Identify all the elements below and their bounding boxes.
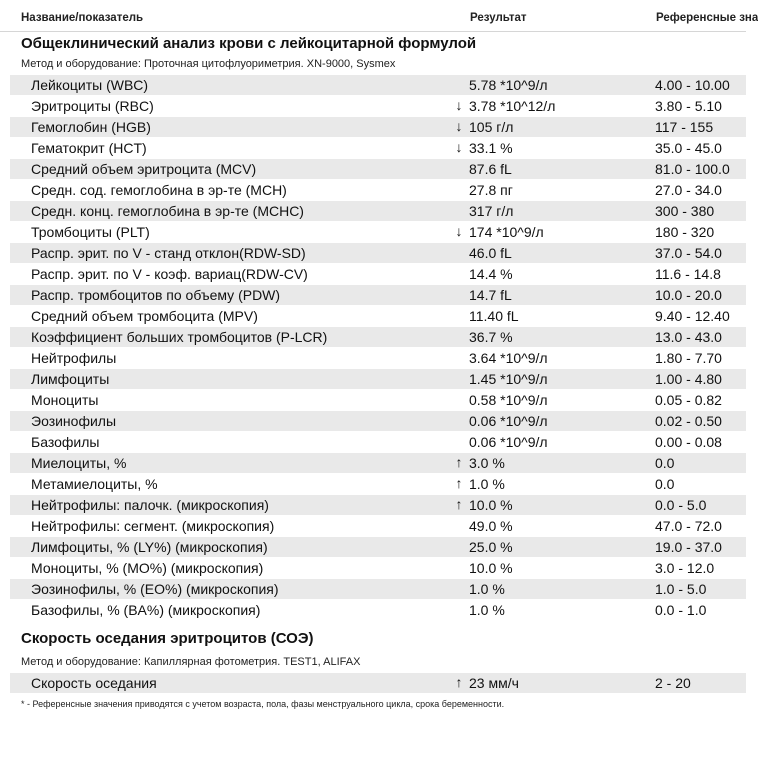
table-row (10, 138, 746, 159)
result-value: 0.58 *10^9/л (469, 392, 548, 408)
table-row (10, 201, 746, 222)
table-row (10, 474, 746, 495)
result-value: 14.4 % (469, 266, 513, 282)
parameter-name: Лейкоциты (WBC) (31, 77, 149, 93)
table-row (10, 180, 746, 201)
table-row (10, 117, 746, 138)
parameter-name: Лимфоциты (31, 371, 110, 387)
reference-range: 1.00 - 4.80 (655, 371, 722, 387)
parameter-name: Эозинофилы (31, 413, 117, 429)
result-value: 3.78 *10^12/л (469, 98, 556, 114)
results-table-cbc (10, 75, 746, 621)
flag-arrow-icon: ↓ (455, 97, 463, 113)
section-method-esr: Метод и оборудование: Капиллярная фотометрия. TEST1, ALIFAX (21, 656, 361, 668)
parameter-name: Распр. эрит. по V - станд отклон(RDW-SD) (31, 245, 306, 261)
table-row (10, 453, 746, 474)
result-value: 25.0 % (469, 539, 513, 555)
parameter-name: Базофилы, % (BA%) (микроскопия) (31, 602, 261, 618)
parameter-name: Нейтрофилы (31, 350, 117, 366)
result-value: 1.0 % (469, 581, 505, 597)
result-value: 49.0 % (469, 518, 513, 534)
flag-arrow-icon: ↑ (455, 674, 463, 690)
result-value: 174 *10^9/л (469, 224, 544, 240)
reference-range: 19.0 - 37.0 (655, 539, 722, 555)
flag-arrow-icon: ↑ (455, 454, 463, 470)
result-value: 0.06 *10^9/л (469, 434, 548, 450)
reference-range: 300 - 380 (655, 203, 715, 219)
reference-range: 11.6 - 14.8 (655, 266, 721, 282)
flag-arrow-icon: ↑ (455, 496, 463, 512)
parameter-name: Средний объем тромбоцита (MPV) (31, 308, 258, 324)
reference-range: 0.0 (655, 455, 675, 471)
result-value: 33.1 % (469, 140, 513, 156)
reference-range: 3.0 - 12.0 (655, 560, 715, 576)
reference-range: 0.0 - 5.0 (655, 497, 707, 513)
table-row (10, 264, 746, 285)
parameter-name: Коэффициент больших тромбоцитов (P-LCR) (31, 329, 328, 345)
reference-range: 9.40 - 12.40 (655, 308, 730, 324)
table-row (10, 222, 746, 243)
result-value: 27.8 пг (469, 182, 513, 198)
result-value: 46.0 fL (469, 245, 512, 261)
table-row (10, 348, 746, 369)
table-row (10, 75, 746, 96)
reference-range: 35.0 - 45.0 (655, 140, 722, 156)
result-value: 0.06 *10^9/л (469, 413, 548, 429)
parameter-name: Метамиелоциты, % (31, 476, 158, 492)
table-row (10, 495, 746, 516)
table-row (10, 537, 746, 558)
result-value: 14.7 fL (469, 287, 512, 303)
table-row (10, 306, 746, 327)
column-header-name: Название/показатель (21, 12, 144, 24)
parameter-name: Базофилы (31, 434, 100, 450)
flag-arrow-icon: ↓ (455, 223, 463, 239)
reference-range: 47.0 - 72.0 (655, 518, 722, 534)
parameter-name: Гемоглобин (HGB) (31, 119, 151, 135)
parameter-name: Эритроциты (RBC) (31, 98, 154, 114)
section-title-esr: Скорость оседания эритроцитов (СОЭ) (21, 630, 314, 647)
reference-range: 0.0 (655, 476, 675, 492)
result-value: 23 мм/ч (469, 675, 519, 691)
parameter-name: Лимфоциты, % (LY%) (микроскопия) (31, 539, 268, 555)
result-value: 11.40 fL (469, 308, 519, 324)
reference-range: 2 - 20 (655, 675, 691, 691)
parameter-name: Нейтрофилы: палочк. (микроскопия) (31, 497, 269, 513)
table-header (0, 0, 758, 32)
parameter-name: Гематокрит (HCT) (31, 140, 147, 156)
parameter-name: Моноциты (31, 392, 99, 408)
table-row (10, 159, 746, 180)
footnote: * - Референсные значения приводятся с учетом возраста, пола, фазы менструального цикла, срока беременности. (21, 699, 505, 709)
column-header-reference: Референсные зна (656, 12, 758, 24)
table-row (10, 432, 746, 453)
reference-range: 10.0 - 20.0 (655, 287, 722, 303)
reference-range: 3.80 - 5.10 (655, 98, 722, 114)
result-value: 5.78 *10^9/л (469, 77, 548, 93)
table-row (10, 579, 746, 600)
result-value: 10.0 % (469, 560, 513, 576)
reference-range: 117 - 155 (655, 119, 714, 135)
section-method-cbc: Метод и оборудование: Проточная цитофлуориметрия. XN-9000, Sysmex (21, 58, 396, 70)
result-value: 10.0 % (469, 497, 513, 513)
flag-arrow-icon: ↓ (455, 118, 463, 134)
table-row (10, 411, 746, 432)
parameter-name: Средн. сод. гемоглобина в эр-те (MCH) (31, 182, 287, 198)
table-row (10, 390, 746, 411)
column-header-result: Результат (470, 12, 527, 24)
reference-range: 0.00 - 0.08 (655, 434, 722, 450)
reference-range: 37.0 - 54.0 (655, 245, 722, 261)
result-value: 1.0 % (469, 602, 505, 618)
reference-range: 0.02 - 0.50 (655, 413, 722, 429)
result-value: 317 г/л (469, 203, 514, 219)
section-title-cbc: Общеклинический анализ крови с лейкоцитарной формулой (21, 35, 477, 52)
results-table-esr (10, 673, 746, 694)
table-row (10, 516, 746, 537)
parameter-name: Скорость оседания (31, 675, 157, 691)
parameter-name: Средний объем эритроцита (MCV) (31, 161, 257, 177)
parameter-name: Тромбоциты (PLT) (31, 224, 150, 240)
table-row (10, 285, 746, 306)
table-row (10, 327, 746, 348)
table-row (10, 673, 746, 694)
parameter-name: Средн. конц. гемоглобина в эр-те (MCHC) (31, 203, 304, 219)
result-value: 36.7 % (469, 329, 513, 345)
result-value: 3.0 % (469, 455, 505, 471)
parameter-name: Распр. эрит. по V - коэф. вариац(RDW-CV) (31, 266, 308, 282)
table-row (10, 96, 746, 117)
parameter-name: Нейтрофилы: сегмент. (микроскопия) (31, 518, 275, 534)
result-value: 105 г/л (469, 119, 514, 135)
table-row (10, 369, 746, 390)
reference-range: 1.0 - 5.0 (655, 581, 707, 597)
flag-arrow-icon: ↑ (455, 475, 463, 491)
parameter-name: Миелоциты, % (31, 455, 127, 471)
parameter-name: Эозинофилы, % (EO%) (микроскопия) (31, 581, 279, 597)
result-value: 3.64 *10^9/л (469, 350, 548, 366)
reference-range: 0.0 - 1.0 (655, 602, 707, 618)
reference-range: 27.0 - 34.0 (655, 182, 722, 198)
reference-range: 1.80 - 7.70 (655, 350, 722, 366)
table-row (10, 600, 746, 621)
table-row (10, 243, 746, 264)
table-row (10, 558, 746, 579)
reference-range: 0.05 - 0.82 (655, 392, 722, 408)
result-value: 1.0 % (469, 476, 505, 492)
parameter-name: Моноциты, % (MO%) (микроскопия) (31, 560, 264, 576)
result-value: 1.45 *10^9/л (469, 371, 548, 387)
flag-arrow-icon: ↓ (455, 139, 463, 155)
reference-range: 180 - 320 (655, 224, 715, 240)
reference-range: 81.0 - 100.0 (655, 161, 730, 177)
result-value: 87.6 fL (469, 161, 512, 177)
reference-range: 4.00 - 10.00 (655, 77, 730, 93)
reference-range: 13.0 - 43.0 (655, 329, 722, 345)
parameter-name: Распр. тромбоцитов по объему (PDW) (31, 287, 281, 303)
